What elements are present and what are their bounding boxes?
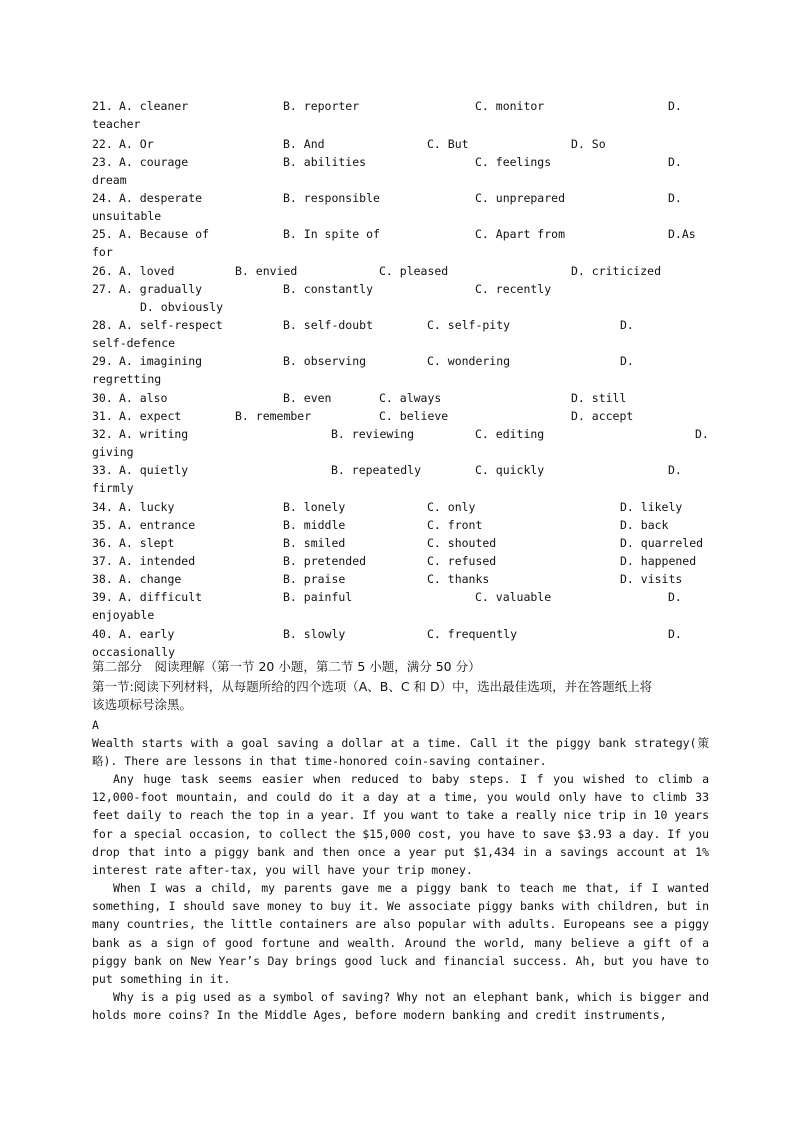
option-b: B. middle (283, 518, 346, 532)
option-c: C. wondering (427, 354, 511, 368)
option-b: B. observing (283, 354, 367, 368)
option-c: C. self-pity (427, 318, 511, 332)
option-b: B. even (283, 391, 332, 405)
option-d: D. (668, 463, 682, 477)
option-a: A. courage (119, 155, 189, 169)
option-b: B. lonely (283, 500, 346, 514)
section1-instructions-line2: 该选项标号涂黑。 (92, 697, 193, 712)
option-d: D. (668, 99, 682, 113)
option-d: D. (668, 155, 682, 169)
part2-heading: 第二部分 阅读理解（第一节 20 小题，第二节 5 小题，满分 50 分） (92, 659, 481, 674)
question-row (92, 534, 712, 552)
passage-paragraph-3: When I was a child, my parents gave me a piggy bank to teach me that, if I wanted something, I should save money to buy it. We associate piggy banks with children, but in many countries, the little containers are also popular with adults. Europeans see a piggy bank as a sign of good fortune and wealth. Around the world, many believe a gift of a piggy bank on New Year’s Day brings good luck and financial success. Ah, but you have to put something in it. (92, 881, 709, 987)
question-row (92, 425, 712, 461)
option-a: A. self-respect (119, 318, 223, 332)
passage-paragraph-4: Why is a pig used as a symbol of saving? Why not an elephant bank, which is bigger and holds more coins? In the Middle Ages, before modern banking and credit instruments, (92, 990, 709, 1023)
option-c: C. frequently (427, 627, 518, 641)
option-c: C. only (427, 500, 476, 514)
option-b: B. praise (283, 572, 346, 586)
question-row (92, 135, 712, 153)
question-number: 34. (92, 500, 113, 514)
question-row (92, 352, 712, 388)
question-row (92, 407, 712, 425)
option-d: D. (668, 627, 682, 641)
option-c: C. recently (475, 282, 552, 296)
option-a: A. desperate (119, 191, 203, 205)
option-c: C. believe (379, 409, 449, 423)
option-d: D. So (571, 137, 606, 151)
question-row (92, 552, 712, 570)
question-number: 24. (92, 191, 113, 205)
option-d: D. quarreled (620, 536, 704, 550)
question-number: 38. (92, 572, 113, 586)
option-a: A. cleaner (119, 99, 189, 113)
option-a: A. entrance (119, 518, 196, 532)
option-d: D.As (668, 227, 696, 241)
question-number: 27. (92, 282, 113, 296)
option-a: A. slept (119, 536, 175, 550)
question-row (92, 461, 712, 497)
question-row (92, 625, 712, 661)
option-b: B. And (283, 137, 325, 151)
question-number: 26. (92, 264, 113, 278)
question-row (92, 262, 712, 280)
question-number: 21. (92, 99, 113, 113)
question-number: 23. (92, 155, 113, 169)
option-c: C. shouted (427, 536, 497, 550)
question-number: 35. (92, 518, 113, 532)
option-d-continuation: enjoyable (92, 608, 155, 622)
question-number: 25. (92, 227, 113, 241)
option-a: A. also (119, 391, 168, 405)
option-b: B. constantly (283, 282, 374, 296)
option-b: B. responsible (283, 191, 380, 205)
option-a: A. gradually (119, 282, 203, 296)
option-c: C. thanks (427, 572, 490, 586)
option-a: A. early (119, 627, 175, 641)
option-d: D. likely (620, 500, 683, 514)
option-d-continuation: D. obviously (140, 300, 224, 314)
question-row (92, 153, 712, 189)
option-d: D. criticized (571, 264, 662, 278)
option-b: B. slowly (283, 627, 346, 641)
option-d: D. (668, 191, 682, 205)
question-row (92, 316, 712, 352)
question-row (92, 189, 712, 225)
option-d: D. (620, 354, 634, 368)
question-row (92, 225, 712, 261)
question-row (92, 498, 712, 516)
option-b: B. abilities (283, 155, 367, 169)
option-d-continuation: unsuitable (92, 209, 162, 223)
question-number: 32. (92, 427, 113, 441)
question-row (92, 280, 712, 316)
option-d-continuation: for (92, 245, 113, 259)
question-number: 29. (92, 354, 113, 368)
option-c: C. Apart from (475, 227, 566, 241)
question-row (92, 516, 712, 534)
option-c: C. unprepared (475, 191, 566, 205)
option-a: A. loved (119, 264, 175, 278)
question-number: 22. (92, 137, 113, 151)
option-b: B. pretended (283, 554, 367, 568)
option-c: C. quickly (475, 463, 545, 477)
option-d: D. accept (571, 409, 634, 423)
option-d-continuation: firmly (92, 481, 134, 495)
option-a: A. lucky (119, 500, 175, 514)
question-row (92, 570, 712, 588)
option-c: C. pleased (379, 264, 449, 278)
option-a: A. imagining (119, 354, 203, 368)
option-c: C. editing (475, 427, 545, 441)
option-b: B. In spite of (283, 227, 380, 241)
option-d-continuation: regretting (92, 372, 162, 386)
option-b: B. repeatedly (331, 463, 422, 477)
question-number: 39. (92, 590, 113, 604)
question-number: 37. (92, 554, 113, 568)
option-c: C. front (427, 518, 483, 532)
option-b: B. reporter (283, 99, 360, 113)
option-b: B. remember (235, 409, 312, 423)
option-a: A. intended (119, 554, 196, 568)
question-number: 31. (92, 409, 113, 423)
option-d: D. visits (620, 572, 683, 586)
question-row (92, 97, 712, 133)
question-row (92, 588, 712, 624)
option-d-continuation: teacher (92, 117, 141, 131)
option-d-continuation: giving (92, 445, 134, 459)
option-c: C. valuable (475, 590, 552, 604)
passage-paragraph-1: Wealth starts with a goal saving a dollar at a time. Call it the piggy bank strategy(策略). There are lessons in that time-honored coin-saving container. (92, 736, 709, 769)
option-d: D. happened (620, 554, 697, 568)
question-row (92, 389, 712, 407)
option-d: D. still (571, 391, 627, 405)
option-b: B. envied (235, 264, 298, 278)
option-c: C. But (427, 137, 469, 151)
question-number: 36. (92, 536, 113, 550)
option-c: C. always (379, 391, 442, 405)
option-d-continuation: self-defence (92, 336, 176, 350)
option-a: A. difficult (119, 590, 203, 604)
option-b: B. painful (283, 590, 353, 604)
option-b: B. smiled (283, 536, 346, 550)
option-b: B. reviewing (331, 427, 415, 441)
question-number: 33. (92, 463, 113, 477)
section1-instructions-line1: 第一节:阅读下列材料，从每题所给的四个选项（A、B、C 和 D）中，选出最佳选项，并在答题纸上将 (92, 679, 653, 694)
option-d: D. (620, 318, 634, 332)
option-d-continuation: occasionally (92, 645, 176, 659)
passage-marker: A (92, 718, 99, 732)
option-a: A. writing (119, 427, 189, 441)
question-number: 40. (92, 627, 113, 641)
option-d: D. (695, 427, 709, 441)
option-a: A. Or (119, 137, 154, 151)
option-d: D. back (620, 518, 669, 532)
option-c: C. monitor (475, 99, 545, 113)
option-a: A. quietly (119, 463, 189, 477)
option-d-continuation: dream (92, 173, 127, 187)
option-a: A. Because of (119, 227, 210, 241)
option-c: C. feelings (475, 155, 552, 169)
option-b: B. self-doubt (283, 318, 374, 332)
question-number: 28. (92, 318, 113, 332)
passage-paragraph-2: Any huge task seems easier when reduced to baby steps. I f you wished to climb a 12,000-foot mountain, and could do it a day at a time, you would only have to climb 33 feet daily to reach the top in a year. If you want to take a really nice trip in 10 years for a special occasion, to collect the $15,000 cost, you have to save $3.93 a day. If you drop that into a piggy bank and then once a year put $1,434 in a savings account at 1% interest rate after-tax, you will have your trip money. (92, 772, 709, 878)
question-number: 30. (92, 391, 113, 405)
option-c: C. refused (427, 554, 497, 568)
option-d: D. (668, 590, 682, 604)
option-a: A. change (119, 572, 182, 586)
option-a: A. expect (119, 409, 182, 423)
